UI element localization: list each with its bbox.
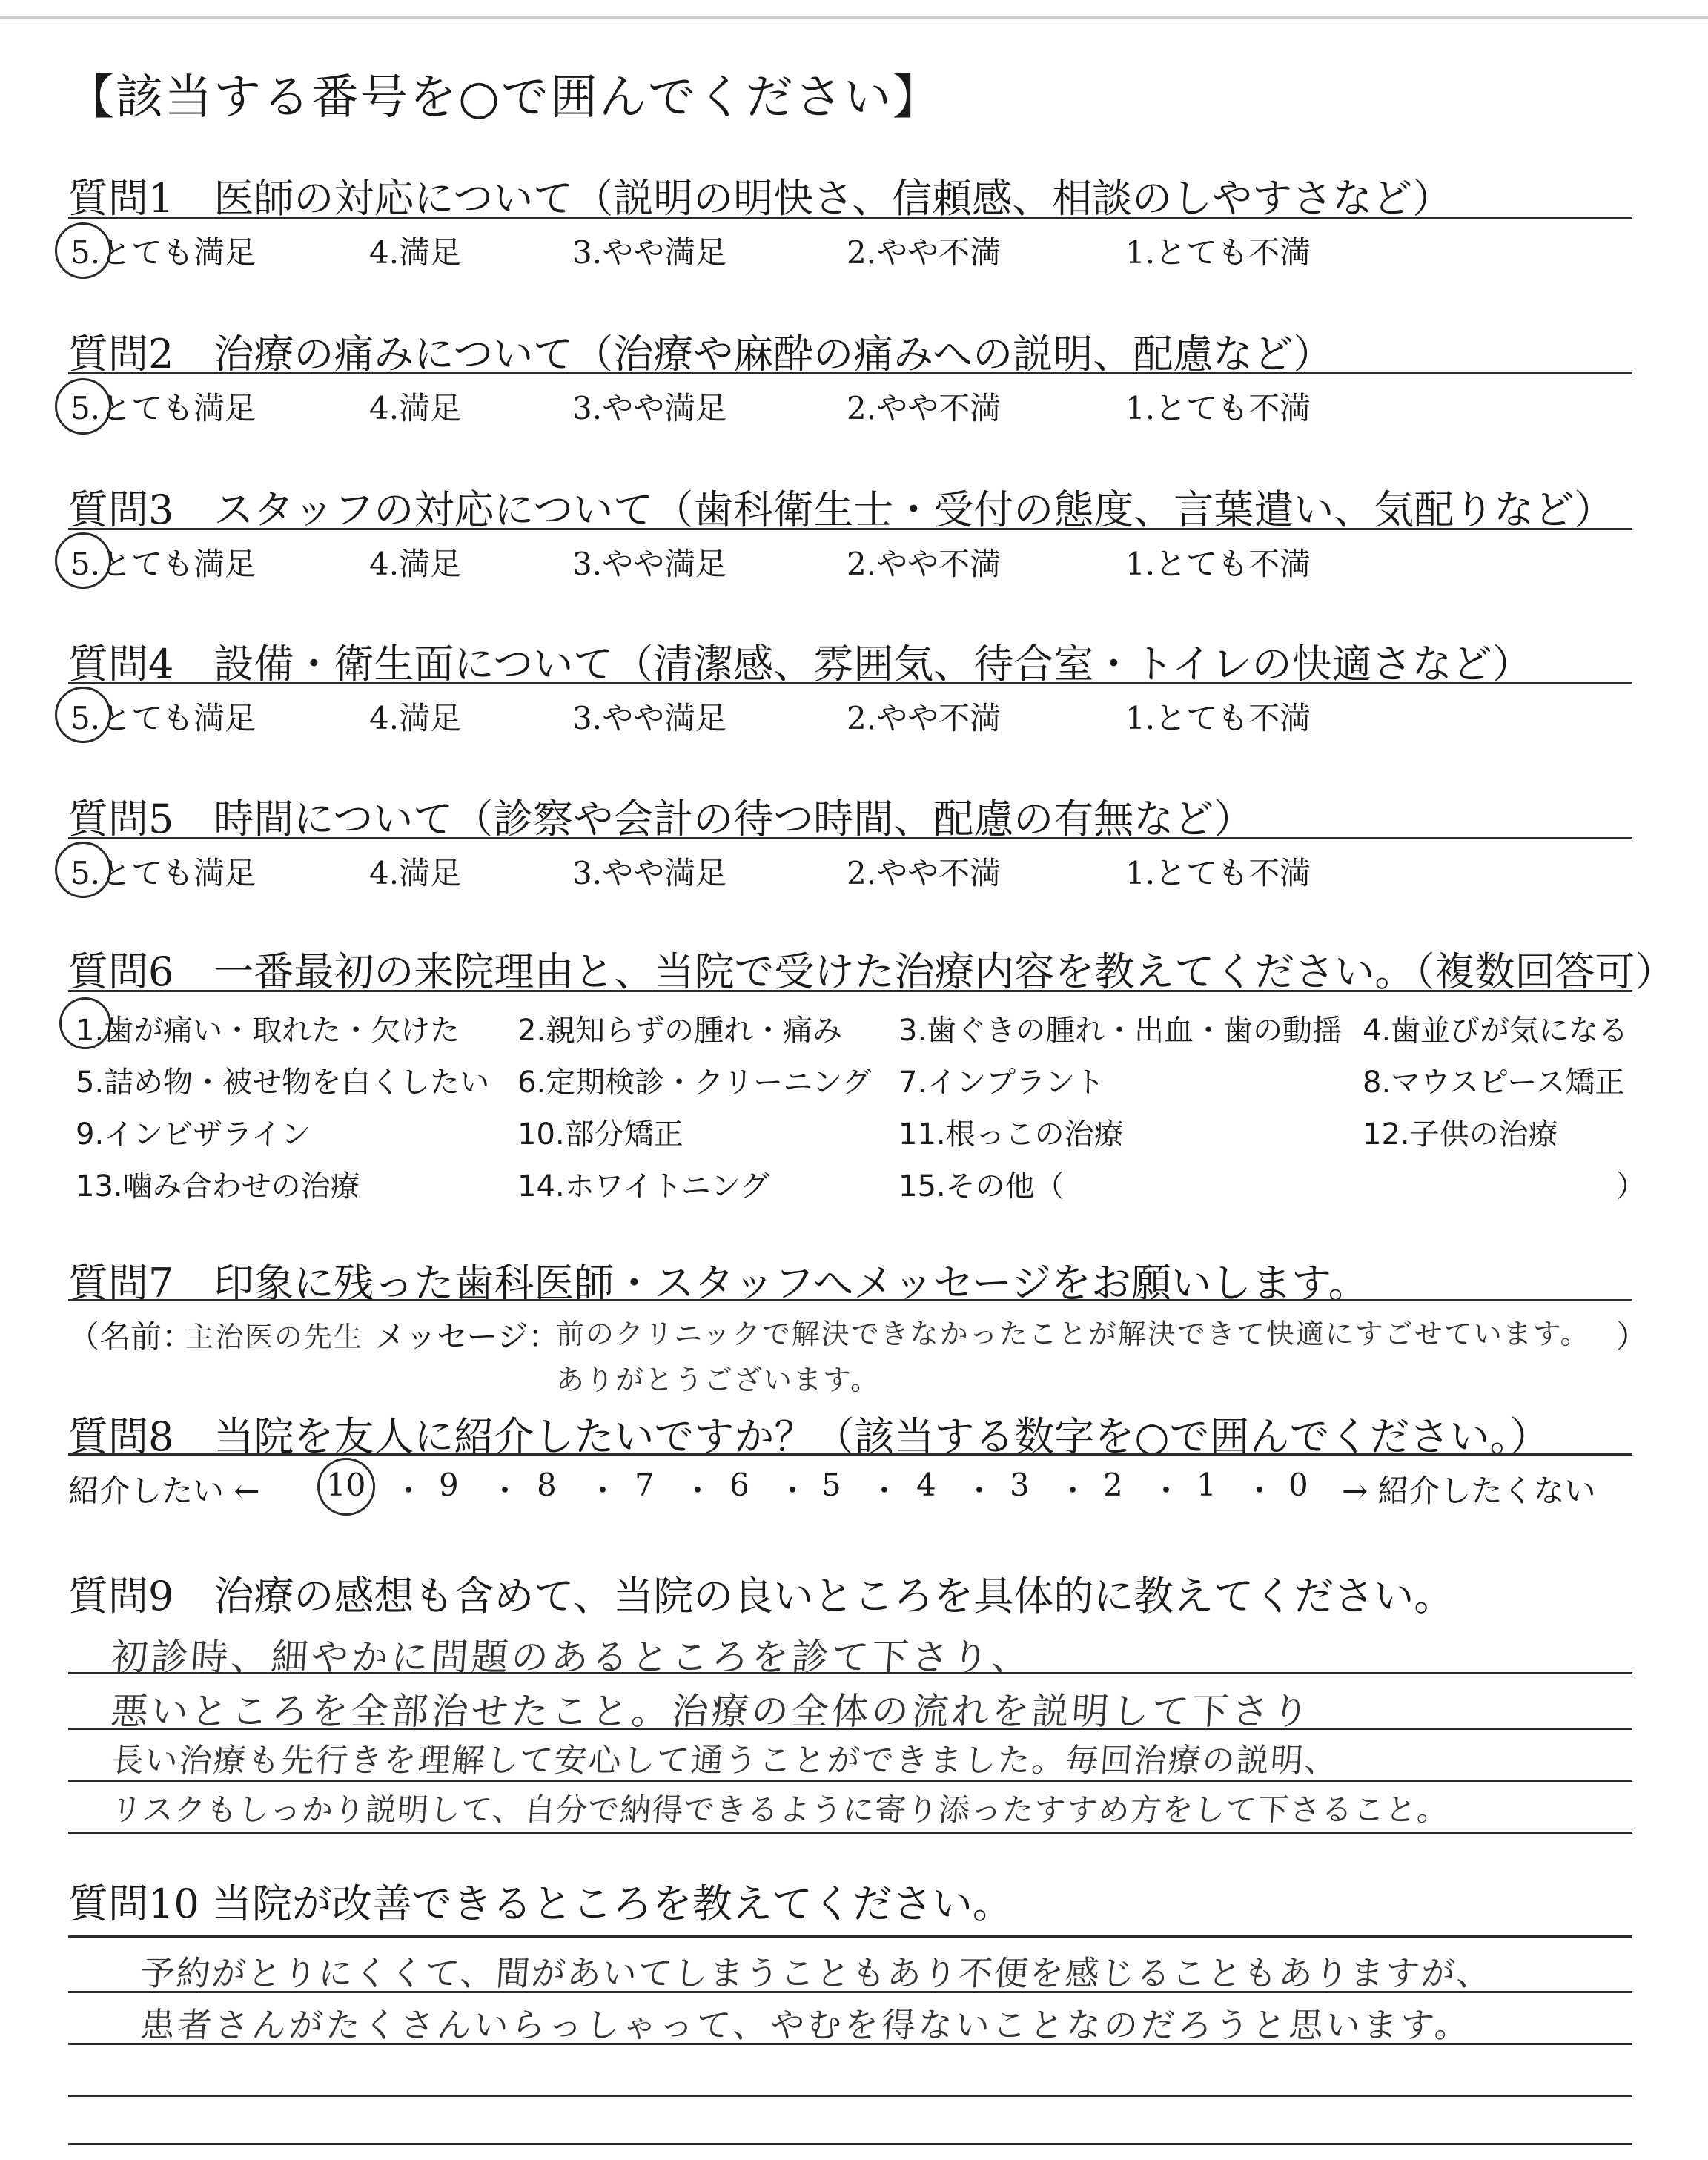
q8-separator: ・: [1244, 1473, 1276, 1509]
q7-name-value[interactable]: 主治医の先生: [185, 1321, 364, 1353]
q2-option-2[interactable]: 2.やや不満: [847, 390, 1002, 426]
q9-answer-line-4[interactable]: リスクもしっかり説明して、自分で納得できるように寄り添ったすすめ方をして下さること。: [110, 1791, 1451, 1828]
q3-option-4[interactable]: 4.満足: [369, 546, 462, 582]
question-7-label: 質問7 印象に残った歯科医師・スタッフへメッセージをお願いします。: [68, 1260, 1368, 1307]
q10-answer-line-2[interactable]: 患者さんがたくさんいらっしゃって、やむを得ないことなのだろうと思います。: [139, 2005, 1474, 2045]
question-1-label: 質問1 医師の対応について（説明の明快さ、信頼感、相談のしやすさなど）: [68, 175, 1453, 222]
q6-option-5[interactable]: 5.詰め物・被せ物を白くしたい: [76, 1066, 490, 1100]
q8-separator: ・: [489, 1473, 521, 1509]
question-5-label: 質問5 時間について（診察や会計の待つ時間、配慮の有無など）: [68, 796, 1254, 842]
question-4-label: 質問4 設備・衛生面について（清潔感、雰囲気、待合室・トイレの快適さなど）: [68, 641, 1532, 687]
question-3-rule: [68, 528, 1632, 530]
q8-scale-9[interactable]: 9: [439, 1467, 459, 1503]
q8-scale-0[interactable]: 0: [1288, 1467, 1308, 1503]
question-8-rule: [68, 1453, 1632, 1456]
q8-scale-3[interactable]: 3: [1010, 1467, 1030, 1503]
q2-option-4[interactable]: 4.満足: [369, 390, 462, 426]
q8-scale-7[interactable]: 7: [635, 1467, 655, 1503]
q1-option-3[interactable]: 3.やや満足: [572, 234, 727, 271]
q6-option-13[interactable]: 13.噛み合わせの治療: [76, 1169, 360, 1203]
q6-option-2[interactable]: 2.親知らずの腫れ・痛み: [517, 1014, 843, 1048]
question-4-rule: [68, 682, 1632, 684]
question-7-rule: [68, 1299, 1632, 1301]
q2-option-3[interactable]: 3.やや満足: [572, 390, 727, 426]
q8-scale-2[interactable]: 2: [1103, 1467, 1123, 1503]
q4-option-1[interactable]: 1.とても不満: [1125, 700, 1311, 736]
page-title: 【該当する番号を○で囲んでください】: [67, 70, 941, 125]
q8-right-label: → 紹介したくない: [1342, 1473, 1596, 1509]
q8-separator: ・: [1151, 1473, 1182, 1509]
q8-scale-4[interactable]: 4: [916, 1467, 936, 1503]
q8-separator: ・: [587, 1473, 619, 1509]
answer-line: [68, 1935, 1632, 1938]
q3-option-2[interactable]: 2.やや不満: [847, 546, 1002, 582]
question-8-label: 質問8 当院を友人に紹介したいですか？（該当する数字を○で囲んでください。）: [68, 1413, 1550, 1460]
q8-separator: ・: [393, 1473, 425, 1509]
q5-option-2[interactable]: 2.やや不満: [847, 855, 1002, 891]
q6-option-14[interactable]: 14.ホワイトニング: [517, 1169, 770, 1203]
q5-option-5[interactable]: 5.とても満足: [70, 855, 256, 891]
question-1-rule: [68, 217, 1632, 219]
q7-name-prefix: （名前：: [68, 1318, 193, 1355]
question-5-rule: [68, 837, 1632, 839]
q5-option-1[interactable]: 1.とても不満: [1125, 855, 1311, 891]
q6-other-close: ）: [1616, 1169, 1646, 1203]
q7-message-line-1[interactable]: 前のクリニックで解決できなかったことが解決できて快適にすごせています。: [556, 1318, 1590, 1350]
q8-separator: ・: [1057, 1473, 1089, 1509]
q6-option-12[interactable]: 12.子供の治療: [1363, 1117, 1558, 1152]
q8-separator: ・: [777, 1473, 809, 1509]
q3-option-1[interactable]: 1.とても不満: [1125, 546, 1311, 582]
q1-option-1[interactable]: 1.とても不満: [1125, 234, 1311, 271]
q5-option-3[interactable]: 3.やや満足: [572, 855, 727, 891]
q1-option-4[interactable]: 4.満足: [369, 234, 462, 271]
answer-line: [68, 1832, 1632, 1834]
q2-option-5[interactable]: 5.とても満足: [70, 390, 256, 426]
q8-scale-1[interactable]: 1: [1196, 1467, 1217, 1503]
q9-answer-line-3[interactable]: 長い治療も先行きを理解して安心して通うことができました。毎回治療の説明、: [109, 1742, 1340, 1780]
question-2-label: 質問2 治療の痛みについて（治療や麻酔の痛みへの説明、配慮など）: [68, 331, 1334, 377]
question-3-label: 質問3 スタッフの対応について（歯科衛生士・受付の態度、言葉遣い、気配りなど）: [68, 486, 1615, 533]
q5-option-4[interactable]: 4.満足: [369, 855, 462, 891]
q8-left-label: 紹介したい ←: [68, 1473, 260, 1509]
q8-scale-8[interactable]: 8: [537, 1467, 557, 1503]
q7-message-prefix: メッセージ：: [374, 1318, 560, 1355]
q8-scale-10[interactable]: 10: [326, 1467, 366, 1503]
q6-option-3[interactable]: 3.歯ぐきの腫れ・出血・歯の動揺: [898, 1014, 1343, 1048]
q8-separator: ・: [964, 1473, 996, 1509]
question-9-label: 質問9 治療の感想も含めて、当院の良いところを具体的に教えてください。: [68, 1573, 1454, 1619]
answer-line: [68, 2095, 1632, 2097]
q6-option-11[interactable]: 11.根っこの治療: [898, 1117, 1124, 1152]
q6-option-6[interactable]: 6.定期検診・クリーニング: [517, 1066, 872, 1100]
q4-option-2[interactable]: 2.やや不満: [847, 700, 1002, 736]
q3-option-5[interactable]: 5.とても満足: [70, 546, 256, 582]
q6-option-10[interactable]: 10.部分矯正: [517, 1117, 683, 1152]
q4-option-4[interactable]: 4.満足: [369, 700, 462, 736]
q8-separator: ・: [869, 1473, 901, 1509]
q1-option-5[interactable]: 5.とても満足: [70, 234, 256, 271]
q6-option-4[interactable]: 4.歯並びが気になる: [1363, 1014, 1629, 1048]
q8-separator: ・: [682, 1473, 714, 1509]
q6-option-8[interactable]: 8.マウスピース矯正: [1363, 1066, 1625, 1100]
q2-option-1[interactable]: 1.とても不満: [1125, 390, 1311, 426]
question-6-label: 質問6 一番最初の来院理由と、当院で受けた治療内容を教えてください。（複数回答可）: [68, 948, 1675, 995]
question-10-label: 質問10 当院が改善できるところを教えてください。: [68, 1880, 1013, 1927]
q3-option-3[interactable]: 3.やや満足: [572, 546, 727, 582]
q7-message-line-2[interactable]: ありがとうございます。: [556, 1364, 880, 1396]
answer-line: [68, 2143, 1632, 2145]
q4-option-3[interactable]: 3.やや満足: [572, 700, 727, 736]
top-edge-line: [0, 16, 1708, 19]
q10-answer-line-1[interactable]: 予約がとりにくくて、間があいてしまうこともあり不便を感じることもありますが、: [139, 1953, 1494, 1993]
q4-option-5[interactable]: 5.とても満足: [70, 700, 256, 736]
q6-option-9[interactable]: 9.インビザライン: [76, 1117, 311, 1152]
q1-option-2[interactable]: 2.やや不満: [847, 234, 1002, 271]
q8-scale-6[interactable]: 6: [729, 1467, 749, 1503]
q6-option-1[interactable]: 1.歯が痛い・取れた・欠けた: [76, 1014, 460, 1048]
q6-option-15[interactable]: 15.その他（: [898, 1169, 1065, 1203]
q6-option-7[interactable]: 7.インプラント: [898, 1066, 1105, 1100]
question-6-rule: [68, 990, 1632, 992]
q7-close-paren: ）: [1616, 1318, 1648, 1355]
q9-answer-line-1[interactable]: 初診時、細やかに問題のあるところを診て下さり、: [109, 1636, 1033, 1679]
q9-answer-line-2[interactable]: 悪いところを全部治せたこと。治療の全体の流れを説明して下さり: [109, 1690, 1314, 1733]
question-2-rule: [68, 372, 1632, 374]
q8-scale-5[interactable]: 5: [821, 1467, 841, 1503]
